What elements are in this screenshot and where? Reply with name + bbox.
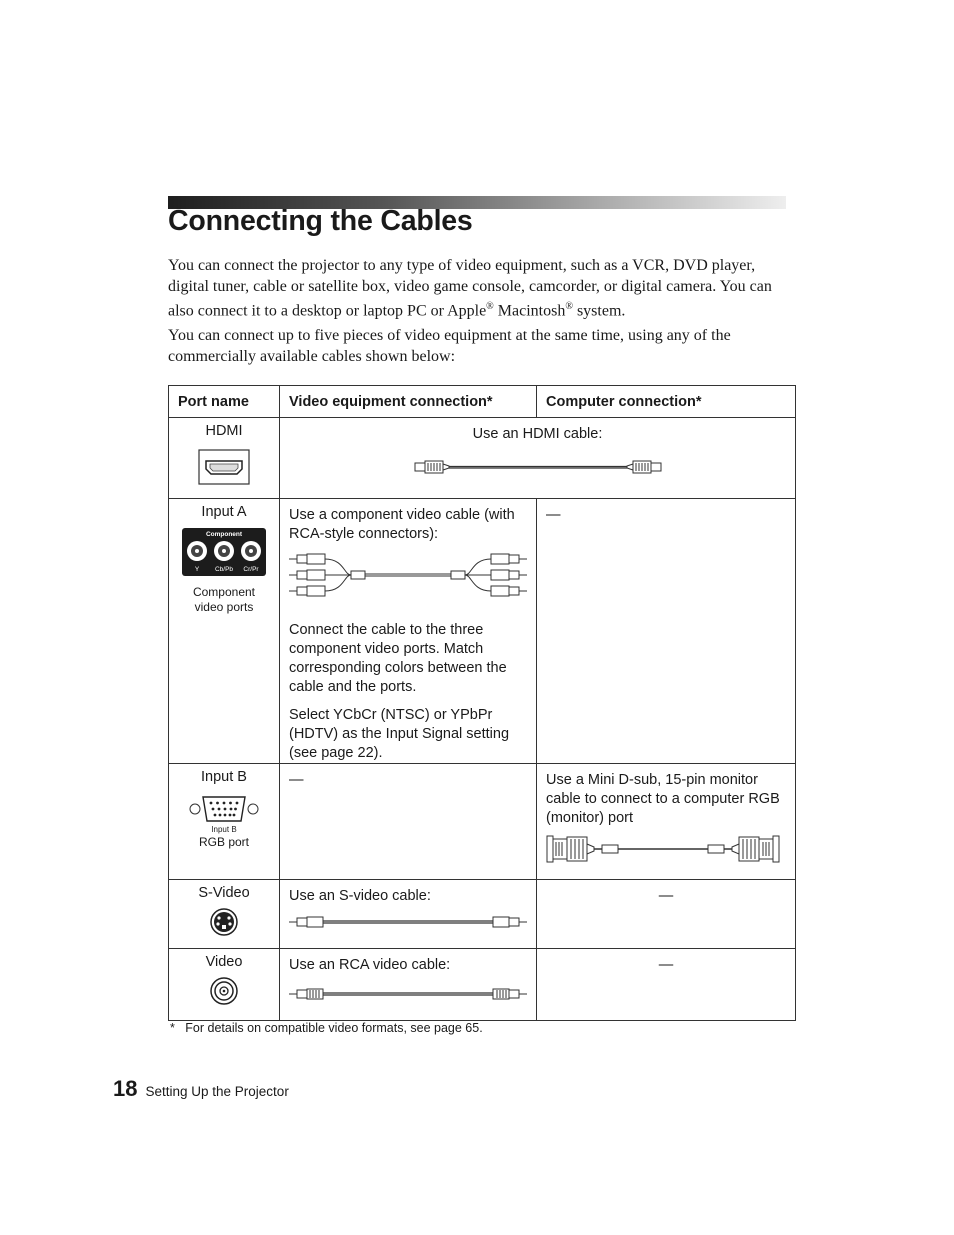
component-setting-text: Select YCbCr (NTSC) or YPbPr (HDTV) as the Input Signal setting (see page 22). bbox=[289, 707, 510, 761]
registered-mark: ® bbox=[486, 301, 494, 312]
component-cable-text: Use a component video cable (with RCA-style connectors): bbox=[289, 507, 515, 542]
footnote: * For details on compatible video formats, see page 65. bbox=[170, 1021, 483, 1035]
port-label-hdmi: HDMI bbox=[205, 423, 243, 439]
port-cell-s-video bbox=[169, 880, 280, 949]
header-port-name: Port name bbox=[169, 386, 280, 418]
hdmi-port-icon bbox=[198, 449, 250, 485]
port-label-input-b: Input B bbox=[201, 769, 247, 785]
input-b-video-cell bbox=[280, 764, 537, 880]
table-row-video bbox=[169, 949, 796, 1021]
table-row-hdmi bbox=[169, 418, 796, 499]
intro-paragraph-2: You can connect up to five pieces of video equipment at the same time, using any of the commercially available cables shown below: bbox=[168, 327, 731, 365]
header-computer-connection: Computer connection* bbox=[537, 386, 796, 418]
s-video-video-cell bbox=[280, 880, 537, 949]
port-cell-video bbox=[169, 949, 280, 1021]
rca-port-icon bbox=[209, 976, 239, 1006]
port-cell-input-b bbox=[169, 764, 280, 880]
table-row-input-b bbox=[169, 764, 796, 880]
rca-cable-icon bbox=[289, 987, 527, 1001]
registered-mark: ® bbox=[565, 301, 573, 312]
port-label-s-video: S-Video bbox=[198, 885, 250, 901]
port-label-input-a: Input A bbox=[201, 504, 247, 520]
s-video-computer-cell bbox=[537, 880, 796, 949]
s-video-cable-icon bbox=[289, 914, 527, 930]
video-computer-cell bbox=[537, 949, 796, 1021]
input-a-computer-dash: — bbox=[546, 507, 561, 523]
section-name: Setting Up the Projector bbox=[145, 1084, 289, 1099]
vga-cable-text: Use a Mini D-sub, 15-pin monitor cable to connect to a computer RGB (monitor) port bbox=[546, 772, 780, 826]
port-label-video: Video bbox=[205, 954, 243, 970]
input-b-video-dash: — bbox=[289, 772, 304, 788]
rgb-port-caption: RGB port bbox=[198, 835, 249, 849]
video-video-cell bbox=[280, 949, 537, 1021]
hdmi-cable-text: Use an HDMI cable: bbox=[472, 426, 603, 442]
header-video-connection: Video equipment connection* bbox=[280, 386, 537, 418]
input-b-computer-cell bbox=[537, 764, 796, 880]
intro-paragraph-1 bbox=[168, 256, 788, 322]
input-a-computer-cell bbox=[537, 499, 796, 764]
table-row-input-a bbox=[169, 499, 796, 764]
intro-text-b: Macintosh bbox=[493, 302, 566, 320]
hdmi-connection-cell bbox=[280, 418, 796, 499]
vga-port-icon bbox=[187, 791, 261, 835]
component-cable-icon bbox=[289, 549, 527, 605]
input-a-video-cell bbox=[280, 499, 537, 764]
vga-cable-icon bbox=[546, 834, 780, 864]
page-title: Connecting the Cables bbox=[168, 205, 473, 237]
s-video-port-icon bbox=[209, 907, 239, 937]
table-row-s-video bbox=[169, 880, 796, 949]
component-caption: Component video ports bbox=[192, 585, 256, 614]
vga-connector-label: Input B bbox=[211, 825, 237, 834]
video-computer-dash: — bbox=[658, 957, 674, 973]
page-number: 18 bbox=[113, 1076, 138, 1101]
port-cell-hdmi bbox=[169, 418, 280, 499]
intro-text-c: system. bbox=[572, 302, 626, 320]
component-label-cb: Cb/Pb bbox=[214, 566, 234, 573]
hdmi-cable-icon bbox=[413, 457, 663, 477]
intro-text-a: You can connect the projector to any type of video equipment, such as a VCR, DVD player, digital tuner, cable or satellite box, video game console, camcorder, or digital camera. You can also connect it to a desktop or laptop PC or Apple bbox=[168, 257, 772, 320]
component-ports-icon bbox=[181, 527, 267, 577]
rca-cable-text: Use an RCA video cable: bbox=[289, 957, 451, 973]
component-label-y: Y bbox=[194, 566, 200, 573]
table-header-row bbox=[169, 386, 796, 418]
port-cell-input-a bbox=[169, 499, 280, 764]
component-panel-title: Component bbox=[205, 531, 243, 538]
component-connect-text: Connect the cable to the three component video ports. Match corresponding colors between the cable and the ports. bbox=[289, 622, 507, 695]
page-footer bbox=[113, 1076, 289, 1102]
cable-table bbox=[168, 385, 796, 1021]
s-video-cable-text: Use an S-video cable: bbox=[289, 888, 431, 904]
s-video-computer-dash: — bbox=[658, 888, 674, 904]
component-label-cr: Cr/Pr bbox=[243, 566, 259, 573]
